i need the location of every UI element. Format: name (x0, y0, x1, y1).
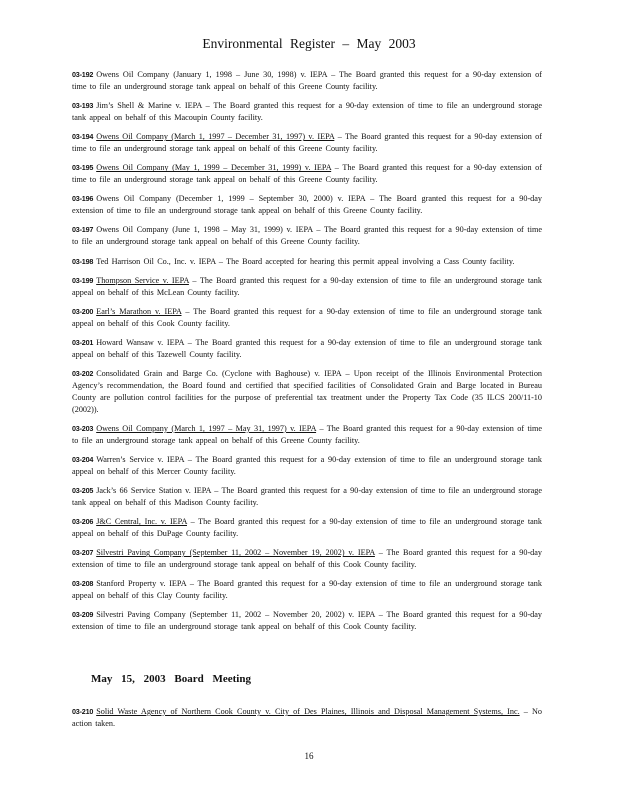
case-entry (72, 224, 542, 248)
case-description: – The Board granted this request for a 90-day extension of time to file an underground storage tank appeal on behalf of this Greene County facility. (72, 70, 542, 91)
case-description: – The Board granted this request for a 90-day extension of time to file an underground storage tank appeal on behalf of this Tazewell County facility. (72, 338, 542, 359)
case-number: 03-199 (72, 275, 94, 285)
case-number: 03-194 (72, 132, 94, 142)
case-description: – The Board granted this request for a 90-day extension of time to file an underground storage tank appeal on behalf of this Greene County facility. (72, 423, 542, 445)
case-title: Howard Wansaw v. IEPA (96, 338, 184, 348)
case-entry (72, 337, 542, 361)
case-description: – The Board granted this request for a 90-day extension of time to file an underground storage tank appeal on behalf of this Greene County facility. (72, 163, 542, 185)
case-number: 03-210 (72, 707, 94, 716)
case-description: – The Board granted this request for a 90-day extension of time to file an underground storage tank appeal on behalf of this Cook County facility. (72, 548, 543, 569)
case-title: Thompson Service v. IEPA (96, 275, 189, 285)
case-entry (72, 423, 542, 447)
case-entry (72, 100, 542, 124)
case-description: – The Board granted this request for a 90-day extension of time to file an underground storage tank appeal on behalf of this Greene County facility. (72, 225, 542, 247)
page-header: Environmental Register – May 2003 (202, 36, 416, 51)
case-title: Owens Oil Company (June 1, 1998 – May 31, 1999) v. IEPA (96, 225, 313, 235)
case-number: 03-207 (72, 548, 94, 558)
case-number: 03-206 (72, 517, 94, 527)
case-entry (72, 547, 542, 571)
case-title: Owens Oil Company (December 1, 1999 – September 30, 2000) v. IEPA (96, 194, 366, 204)
meeting-entries-list (72, 706, 542, 737)
case-number: 03-205 (72, 486, 94, 496)
case-number: 03-195 (72, 163, 94, 173)
case-number: 03-202 (72, 369, 94, 379)
entries-list (72, 69, 542, 640)
case-entry (72, 131, 542, 155)
case-number: 03-197 (72, 225, 94, 235)
case-number: 03-200 (72, 306, 94, 316)
case-number: 03-208 (72, 579, 94, 589)
case-description: – The Board granted this request for a 90-day extension of time to file an underground storage tank appeal on behalf of this Madison County facility. (72, 486, 542, 507)
case-description: – The Board granted this request for a 90-day extension of time to file an underground storage tank appeal on behalf of this Cook County facility. (72, 306, 542, 328)
case-number: 03-196 (72, 194, 94, 204)
case-number: 03-201 (72, 338, 94, 348)
meeting-heading: May 15, 2003 Board Meeting (91, 673, 251, 685)
case-description: – The Board granted this request for a 90-day extension of time to file an underground storage tank appeal on behalf of this Mercer County facility. (72, 454, 542, 476)
case-entry (72, 69, 542, 93)
case-number: 03-209 (72, 610, 94, 620)
case-description: – The Board granted this request for a 90-day extension of time to file an underground storage tank appeal on behalf of this Clay County facility. (72, 579, 542, 601)
case-title: Stanford Property v. IEPA (96, 579, 187, 589)
case-description: – The Board granted this request for a 90-day extension of time to file an underground storage tank appeal on behalf of this DuPage County facility. (72, 517, 542, 538)
case-description: – The Board granted this request for a 90-day extension of time to file an underground storage tank appeal on behalf of this McLean County facility. (72, 275, 542, 297)
case-title: Consolidated Grain and Barge Co. (Cyclone with Baghouse) v. IEPA (96, 369, 342, 379)
case-title: Warren’s Service v. IEPA (96, 454, 185, 464)
case-entry (72, 578, 542, 602)
case-entry (72, 193, 542, 217)
page-number: 16 (304, 751, 314, 761)
case-title: Earl’s Marathon v. IEPA (96, 306, 182, 316)
case-entry (72, 162, 542, 186)
case-entry (72, 609, 542, 633)
case-description: – The Board granted this request for a 90-day extension of time to file an underground storage tank appeal on behalf of this Greene County facility. (72, 194, 542, 216)
case-description: – No action taken. (72, 707, 542, 728)
case-title: J&C Central, Inc. v. IEPA (96, 517, 187, 527)
case-title: Owens Oil Company (January 1, 1998 – June 30, 1998) v. IEPA (96, 70, 328, 79)
case-description: – The Board granted this request for a 90-day extension of time to file an underground storage tank appeal on behalf of this Cook County facility. (72, 610, 543, 632)
case-number: 03-204 (72, 454, 94, 464)
case-description: – Upon receipt of the Illinois Environmental Protection Agency’s recommendation, the Board found and certified that specified facilities of Consolidated Grain and Barge located in Bureau County are pollution control facilities for the purpose of preferential tax treatment under the Property Tax Code (35 ILCS 200/11-10 (2002)). (72, 369, 543, 414)
case-title: Silvestri Paving Company (September 11, 2002 – November 19, 2002) v. IEPA (96, 548, 375, 558)
case-entry (72, 368, 542, 415)
case-title: Owens Oil Company (March 1, 1997 – December 31, 1997) v. IEPA (96, 132, 335, 142)
case-description: – The Board granted this request for a 90-day extension of time to file an underground storage tank appeal on behalf of this Macoupin County facility. (72, 101, 542, 122)
case-title: Solid Waste Agency of Northern Cook County v. City of Des Plaines, Illinois and Disposal Management Systems, Inc. (96, 707, 520, 716)
case-title: Jack’s 66 Service Station v. IEPA (96, 486, 211, 496)
case-number: 03-203 (72, 423, 94, 433)
case-entry (72, 306, 542, 330)
case-entry (72, 275, 542, 299)
case-description: – The Board granted this request for a 90-day extension of time to file an underground storage tank appeal on behalf of this Greene County facility. (72, 132, 542, 153)
case-number: 03-192 (72, 70, 94, 79)
case-entry (72, 706, 542, 730)
case-entry (72, 454, 542, 478)
case-entry (72, 516, 542, 540)
case-entry (72, 256, 542, 268)
case-title: Owens Oil Company (May 1, 1999 – December 31, 1999) v. IEPA (96, 163, 332, 173)
case-title: Jim’s Shell & Marine v. IEPA (96, 101, 202, 111)
case-number: 03-198 (72, 256, 94, 266)
case-title: Owens Oil Company (March 1, 1997 – May 31, 1997) v. IEPA (96, 423, 317, 433)
case-description: – The Board accepted for hearing this permit appeal involving a Cass County facility. (215, 256, 515, 266)
case-title: Ted Harrison Oil Co., Inc. v. IEPA (96, 256, 216, 266)
case-title: Silvestri Paving Company (September 11, 2002 – November 20, 2002) v. IEPA (96, 610, 375, 620)
case-number: 03-193 (72, 101, 94, 111)
case-entry (72, 485, 542, 509)
